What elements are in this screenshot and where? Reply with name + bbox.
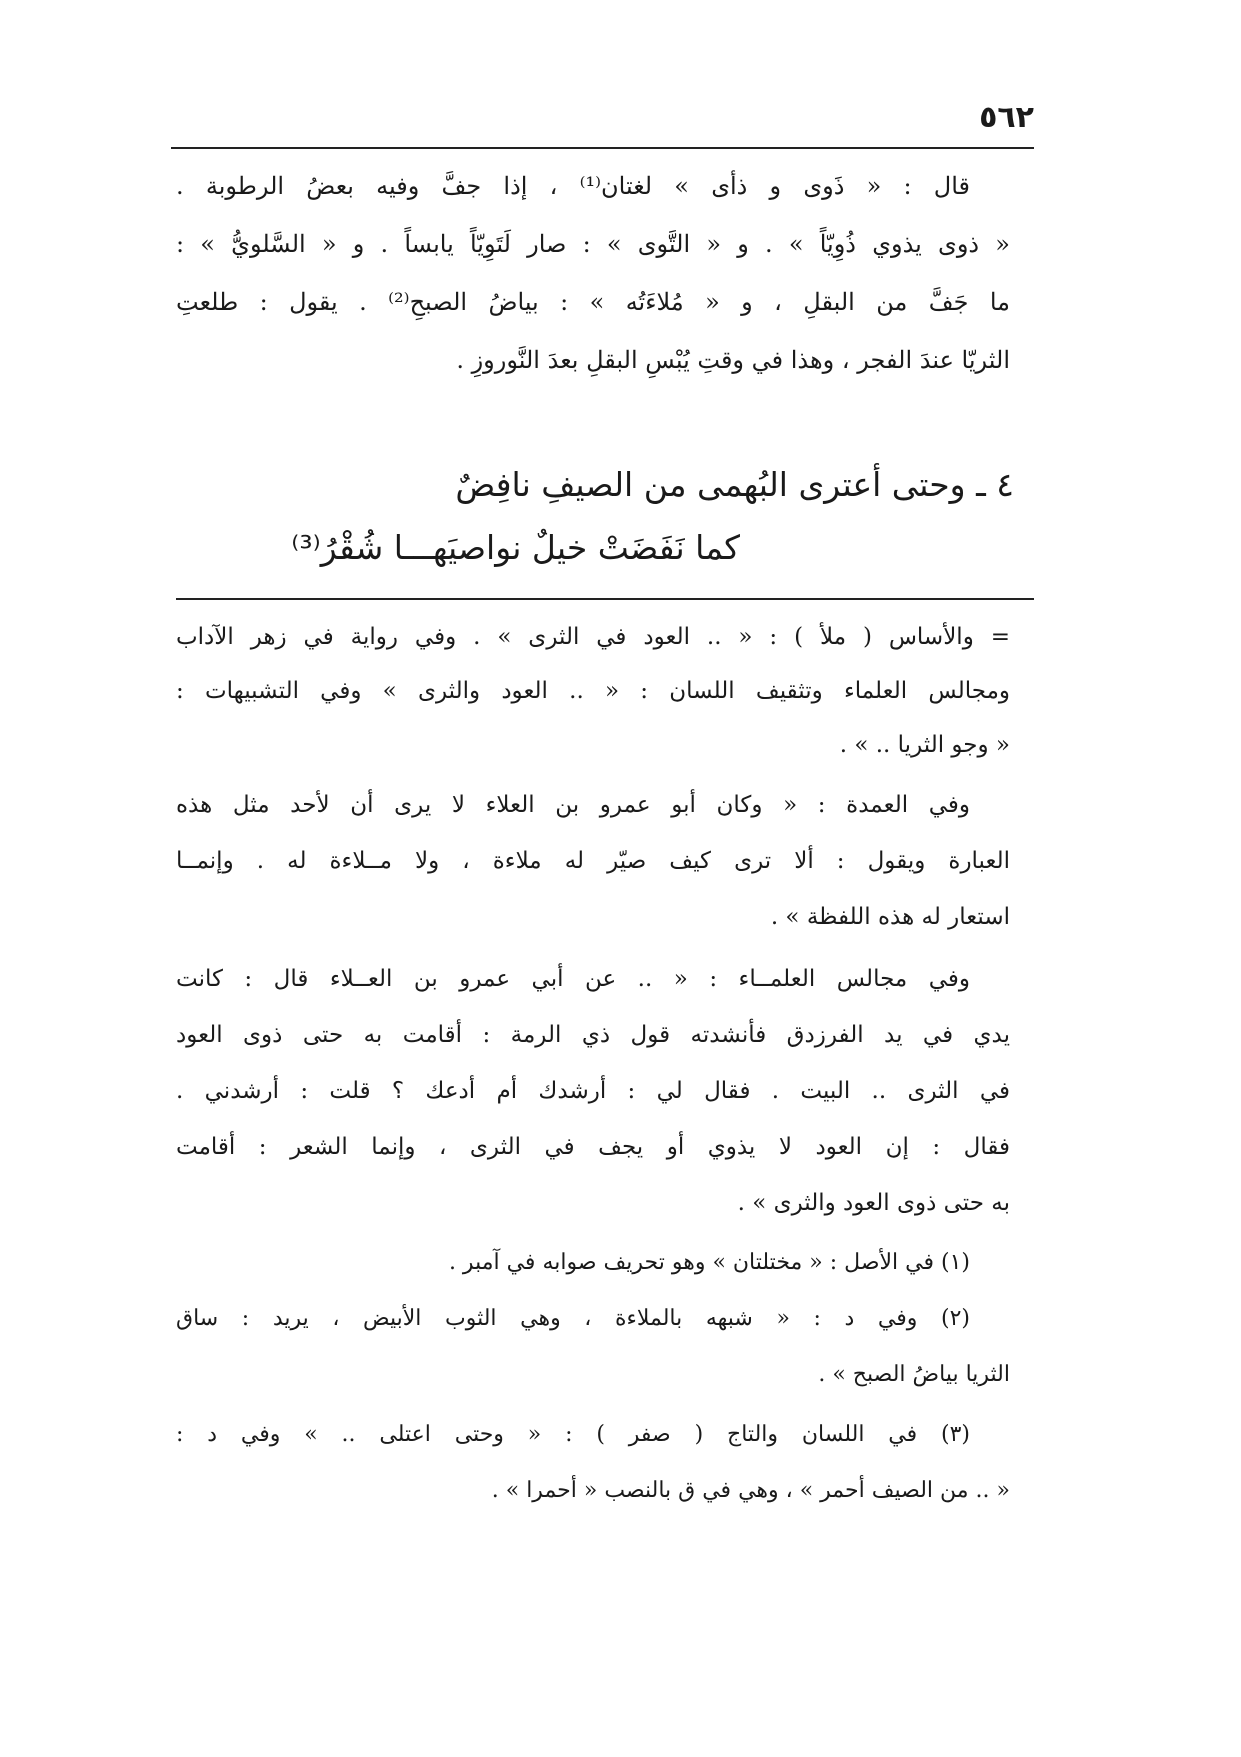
commentary-line: « ذوى يذوي ذُوِيّاً » . و « التَّوى » : صار لَتَوِيّاً يابساً . و « السَّلويُّ » : bbox=[176, 230, 1010, 258]
note-line: يدي في يد الفرزدق فأنشدته قول ذي الرمة : أقامت به حتى ذوى العود bbox=[176, 1022, 1010, 1048]
footnote-2-continued: الثريا بياضُ الصبح » . bbox=[818, 1362, 1010, 1387]
note-line: وفي مجالس العلمــاء : « .. عن أبي عمرو بن العــلاء قال : كانت bbox=[176, 966, 970, 992]
footnote-2: (٢) وفي د : « شبهه بالملاءة ، وهي الثوب الأبيض ، يريد : ساق bbox=[176, 1306, 970, 1331]
note-line: وفي العمدة : « وكان أبو عمرو بن العلاء لا يرى أن لأحد مثل هذه bbox=[176, 792, 970, 818]
footnote-3: (٣) في اللسان والتاج ( صفر ) : « وحتى اعتلى .. » وفي د : bbox=[176, 1422, 970, 1447]
commentary-line: قال : « ذَوى و ذأى » لغتان⁽¹⁾ ، إذا جفَّ وفيه بعضُ الرطوبة . bbox=[176, 172, 970, 200]
note-line: العبارة ويقول : ألا ترى كيف صيّر له ملاءة ، ولا مــلاءة له . وإنمــا bbox=[176, 848, 1010, 874]
verse-first-hemistich: ٤ ـ وحتى أعترى البُهمى من الصيفِ نافِضٌ bbox=[455, 465, 1014, 504]
verse-second-hemistich: كما نَفَضَتْ خيلٌ نواصيَهـــا شُقْرُ⁽³⁾ bbox=[291, 528, 740, 567]
header-rule bbox=[171, 147, 1034, 149]
note-line: به حتى ذوى العود والثرى » . bbox=[737, 1190, 1010, 1216]
note-line: ومجالس العلماء وتثقيف اللسان : « .. العود والثرى » وفي التشبيهات : bbox=[176, 678, 1010, 704]
note-line: = والأساس ( ملأ ) : « .. العود في الثرى » . وفي رواية في زهر الآداب bbox=[176, 624, 1010, 650]
commentary-line: الثريّا عندَ الفجر ، وهذا في وقتِ يُبْسِ البقلِ بعدَ النَّوروزِ . bbox=[456, 346, 1010, 374]
section-rule bbox=[176, 598, 1034, 600]
footnote-1: (١) في الأصل : « مختلتان » وهو تحريف صوابه في آمبر . bbox=[448, 1250, 970, 1275]
note-line: استعار له هذه اللفظة » . bbox=[770, 904, 1010, 930]
page-number: ٥٦٢ bbox=[979, 100, 1034, 135]
commentary-line: ما جَفَّ من البقلِ ، و « مُلاءَتُه » : بياضُ الصبحِ⁽²⁾ . يقول : طلعتِ bbox=[176, 288, 1010, 316]
note-line: « وجو الثريا .. » . bbox=[839, 732, 1010, 758]
footnote-3-continued: « .. من الصيف أحمر » ، وهي في ق بالنصب « أحمرا » . bbox=[491, 1478, 1010, 1503]
note-line: فقال : إن العود لا يذوي أو يجف في الثرى ، وإنما الشعر : أقامت bbox=[176, 1134, 1010, 1160]
note-line: في الثرى .. البيت . فقال لي : أرشدك أم أدعك ؟ قلت : أرشدني . bbox=[176, 1078, 1010, 1104]
